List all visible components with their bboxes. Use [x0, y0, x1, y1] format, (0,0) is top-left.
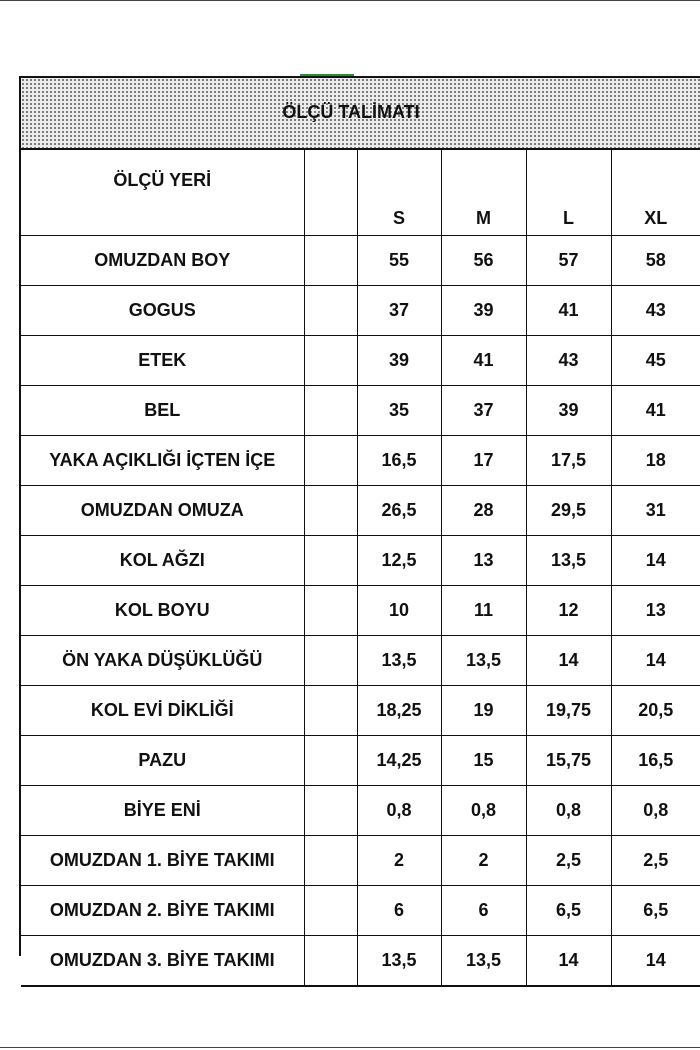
blank-cell: [304, 836, 357, 886]
value-cell-s: 6: [357, 886, 441, 936]
value-cell-xl: 14: [611, 536, 700, 586]
value-cell-s: 18,25: [357, 686, 441, 736]
blank-cell: [304, 786, 357, 836]
measurement-label: KOL BOYU: [21, 586, 304, 636]
header-label: ÖLÇÜ YERİ: [21, 150, 304, 236]
top-border-line: [0, 0, 700, 1]
blank-cell: [304, 286, 357, 336]
measurement-label: ETEK: [21, 336, 304, 386]
value-cell-l: 19,75: [526, 686, 611, 736]
table-row: [21, 686, 700, 736]
value-cell-m: 41: [441, 336, 526, 386]
table-row: [21, 786, 700, 836]
table-row: [21, 836, 700, 886]
value-cell-l: 14: [526, 636, 611, 686]
blank-cell: [304, 536, 357, 586]
header-size-s: S: [357, 150, 441, 236]
size-table: [21, 150, 700, 987]
value-cell-l: 12: [526, 586, 611, 636]
value-cell-l: 13,5: [526, 536, 611, 586]
blank-cell: [304, 686, 357, 736]
size-chart-sheet: [19, 76, 700, 970]
table-row: [21, 636, 700, 686]
header-row: [21, 150, 700, 236]
blank-cell: [304, 336, 357, 386]
header-size-m: M: [441, 150, 526, 236]
value-cell-l: 17,5: [526, 436, 611, 486]
value-cell-xl: 20,5: [611, 686, 700, 736]
measurement-label: YAKA AÇIKLIĞI İÇTEN İÇE: [21, 436, 304, 486]
value-cell-l: 0,8: [526, 786, 611, 836]
value-cell-l: 29,5: [526, 486, 611, 536]
value-cell-l: 57: [526, 236, 611, 286]
value-cell-xl: 13: [611, 586, 700, 636]
measurement-label: OMUZDAN 2. BİYE TAKIMI: [21, 886, 304, 936]
value-cell-xl: 43: [611, 286, 700, 336]
value-cell-l: 14: [526, 936, 611, 987]
measurement-label: PAZU: [21, 736, 304, 786]
value-cell-m: 37: [441, 386, 526, 436]
measurement-label: KOL EVİ DİKLİĞİ: [21, 686, 304, 736]
value-cell-m: 2: [441, 836, 526, 886]
value-cell-s: 14,25: [357, 736, 441, 786]
value-cell-s: 13,5: [357, 636, 441, 686]
value-cell-xl: 14: [611, 936, 700, 987]
table-row: [21, 386, 700, 436]
value-cell-m: 13,5: [441, 636, 526, 686]
value-cell-s: 37: [357, 286, 441, 336]
value-cell-s: 2: [357, 836, 441, 886]
blank-cell: [304, 936, 357, 987]
value-cell-m: 0,8: [441, 786, 526, 836]
title-banner: [21, 78, 700, 150]
value-cell-s: 13,5: [357, 936, 441, 987]
value-cell-m: 13: [441, 536, 526, 586]
value-cell-s: 12,5: [357, 536, 441, 586]
value-cell-xl: 41: [611, 386, 700, 436]
measurement-label: KOL AĞZI: [21, 536, 304, 586]
blank-cell: [304, 436, 357, 486]
value-cell-s: 0,8: [357, 786, 441, 836]
value-cell-l: 41: [526, 286, 611, 336]
table-row: [21, 886, 700, 936]
bottom-border-line: [0, 1047, 700, 1048]
blank-cell: [304, 886, 357, 936]
measurement-label: OMUZDAN 1. BİYE TAKIMI: [21, 836, 304, 886]
value-cell-s: 55: [357, 236, 441, 286]
blank-cell: [304, 636, 357, 686]
table-row: [21, 736, 700, 786]
value-cell-m: 6: [441, 886, 526, 936]
value-cell-s: 16,5: [357, 436, 441, 486]
header-size-xl: XL: [611, 150, 700, 236]
value-cell-xl: 58: [611, 236, 700, 286]
value-cell-xl: 0,8: [611, 786, 700, 836]
blank-cell: [304, 386, 357, 436]
value-cell-xl: 18: [611, 436, 700, 486]
value-cell-s: 10: [357, 586, 441, 636]
value-cell-m: 13,5: [441, 936, 526, 987]
value-cell-m: 17: [441, 436, 526, 486]
measurement-label: OMUZDAN OMUZA: [21, 486, 304, 536]
chart-title: ÖLÇÜ TALİMATI: [282, 102, 420, 122]
value-cell-xl: 16,5: [611, 736, 700, 786]
header-size-l: L: [526, 150, 611, 236]
table-row: [21, 586, 700, 636]
measurement-label: ÖN YAKA DÜŞÜKLÜĞÜ: [21, 636, 304, 686]
blank-cell: [304, 586, 357, 636]
value-cell-m: 15: [441, 736, 526, 786]
value-cell-l: 2,5: [526, 836, 611, 886]
blank-cell: [304, 486, 357, 536]
value-cell-l: 6,5: [526, 886, 611, 936]
table-row: [21, 536, 700, 586]
table-row: [21, 286, 700, 336]
value-cell-s: 35: [357, 386, 441, 436]
value-cell-s: 26,5: [357, 486, 441, 536]
table-row: [21, 936, 700, 987]
value-cell-xl: 6,5: [611, 886, 700, 936]
value-cell-l: 15,75: [526, 736, 611, 786]
value-cell-m: 28: [441, 486, 526, 536]
header-blank-cell: [304, 150, 357, 236]
value-cell-xl: 31: [611, 486, 700, 536]
value-cell-m: 39: [441, 286, 526, 336]
value-cell-m: 19: [441, 686, 526, 736]
measurement-label: BİYE ENİ: [21, 786, 304, 836]
table-row: [21, 436, 700, 486]
value-cell-m: 56: [441, 236, 526, 286]
blank-cell: [304, 236, 357, 286]
value-cell-xl: 14: [611, 636, 700, 686]
value-cell-l: 43: [526, 336, 611, 386]
measurement-label: OMUZDAN BOY: [21, 236, 304, 286]
value-cell-m: 11: [441, 586, 526, 636]
value-cell-xl: 45: [611, 336, 700, 386]
blank-cell: [304, 736, 357, 786]
measurement-label: BEL: [21, 386, 304, 436]
table-row: [21, 236, 700, 286]
table-row: [21, 336, 700, 386]
value-cell-l: 39: [526, 386, 611, 436]
table-row: [21, 486, 700, 536]
measurement-label: GOGUS: [21, 286, 304, 336]
measurement-label: OMUZDAN 3. BİYE TAKIMI: [21, 936, 304, 987]
value-cell-xl: 2,5: [611, 836, 700, 886]
value-cell-s: 39: [357, 336, 441, 386]
